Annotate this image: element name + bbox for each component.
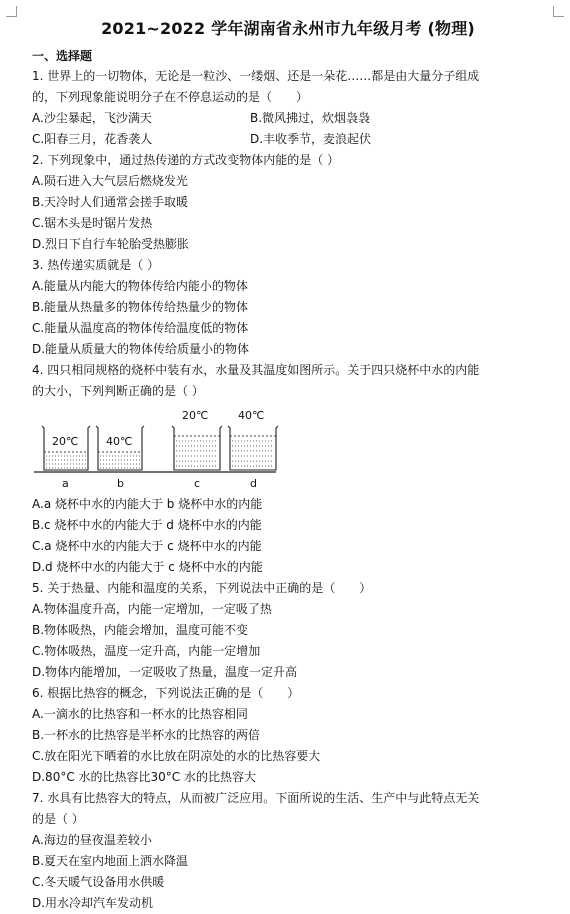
crop-mark-top-left — [6, 6, 17, 17]
option-d: D.烈日下自行车轮胎受热膨胀 — [32, 237, 190, 251]
question-2 — [32, 150, 544, 255]
question-stem: 2. 下列现象中，通过热传递的方式改变物体内能的是（ ） — [32, 153, 340, 167]
exam-title: 2021~2022 学年湖南省永州市九年级月考 (物理) — [101, 19, 475, 38]
option-c: C.物体吸热，温度一定升高，内能一定增加 — [32, 644, 261, 658]
option-c: C.a 烧杯中水的内能大于 c 烧杯中水的内能 — [32, 539, 262, 553]
question-7 — [32, 788, 544, 914]
beaker-label-d: d — [250, 477, 257, 490]
beaker-c — [172, 426, 222, 470]
temp-label-a: 20℃ — [52, 435, 79, 448]
question-6 — [32, 683, 544, 788]
beaker-figure — [32, 406, 544, 492]
option-a: A.能量从内能大的物体传给内能小的物体 — [32, 279, 248, 293]
section-heading: 一、选择题 — [32, 49, 93, 63]
beaker-label-c: c — [194, 477, 201, 490]
option-b: B.夏天在室内地面上洒水降温 — [32, 854, 189, 868]
question-stem: 4. 四只相同规格的烧杯中装有水，水量及其温度如图所示。关于四只烧杯中水的内能 — [32, 363, 480, 377]
option-c: C.能量从温度高的物体传给温度低的物体 — [32, 321, 249, 335]
question-5 — [32, 578, 544, 683]
option-b: B.一杯水的比热容是半杯水的比热容的两倍 — [32, 728, 261, 742]
option-a: A.一滴水的比热容和一杯水的比热容相同 — [32, 707, 248, 721]
option-c: C.冬天暖气设备用水供暖 — [32, 875, 165, 889]
option-a: A.沙尘暴起，飞沙满天 — [32, 111, 152, 125]
question-stem: 的大小，下列判断正确的是（ ） — [32, 384, 204, 398]
beaker-b — [96, 426, 144, 470]
option-c: C.锯木头是时锯片发热 — [32, 216, 153, 230]
question-stem: 7. 水具有比热容大的特点，从而被广泛应用。下面所说的生活、生产中与此特点无关 — [32, 791, 480, 805]
temp-label-c: 20℃ — [182, 409, 209, 422]
option-d: D.物体内能增加，一定吸收了热量，温度一定升高 — [32, 665, 298, 679]
question-3 — [32, 255, 544, 360]
beaker-d — [228, 426, 278, 470]
option-a: A.物体温度升高，内能一定增加，一定吸了热 — [32, 602, 272, 616]
question-1 — [32, 66, 544, 150]
exam-page — [32, 12, 544, 914]
option-d: D.d 烧杯中水的内能大于 c 烧杯中水的内能 — [32, 560, 263, 574]
crop-mark-top-right — [553, 6, 564, 17]
option-d: D.能量从质量大的物体传给质量小的物体 — [32, 342, 250, 356]
option-b: B.c 烧杯中水的内能大于 d 烧杯中水的内能 — [32, 518, 262, 532]
question-stem: 的是（ ） — [32, 812, 84, 826]
option-b: B.能量从热量多的物体传给热量少的物体 — [32, 300, 249, 314]
question-stem: 6. 根据比热容的概念，下列说法正确的是（ ） — [32, 686, 300, 700]
option-c: C.阳春三月，花香袭人 — [32, 132, 153, 146]
beaker-label-b: b — [117, 477, 124, 490]
option-c: C.放在阳光下晒着的水比放在阴凉处的水的比热容要大 — [32, 749, 321, 763]
temp-label-b: 40℃ — [106, 435, 133, 448]
beaker-a — [42, 426, 90, 470]
option-a: A.a 烧杯中水的内能大于 b 烧杯中水的内能 — [32, 497, 263, 511]
question-stem: 1. 世界上的一切物体，无论是一粒沙、一缕烟、还是一朵花……都是由大量分子组成 — [32, 69, 480, 83]
question-stem: 5. 关于热量、内能和温度的关系，下列说法中正确的是（ ） — [32, 581, 372, 595]
option-a: A.海边的昼夜温差较小 — [32, 833, 152, 847]
question-stem: 3. 热传递实质就是（ ） — [32, 258, 160, 272]
option-d: D.丰收季节，麦浪起伏 — [250, 132, 372, 146]
question-4 — [32, 360, 544, 578]
option-b: B.微风拂过，炊烟袅袅 — [250, 111, 371, 125]
option-b: B.物体吸热，内能会增加，温度可能不变 — [32, 623, 249, 637]
option-d: D.80°C 水的比热容比30°C 水的比热容大 — [32, 770, 256, 784]
question-stem: 的，下列现象能说明分子在不停息运动的是（ ） — [32, 90, 309, 104]
beaker-label-a: a — [62, 477, 69, 490]
option-b: B.天冷时人们通常会搓手取暖 — [32, 195, 189, 209]
option-a: A.陨石进入大气层后燃烧发光 — [32, 174, 188, 188]
temp-label-d: 40℃ — [238, 409, 265, 422]
option-d: D.用水冷却汽车发动机 — [32, 896, 154, 910]
